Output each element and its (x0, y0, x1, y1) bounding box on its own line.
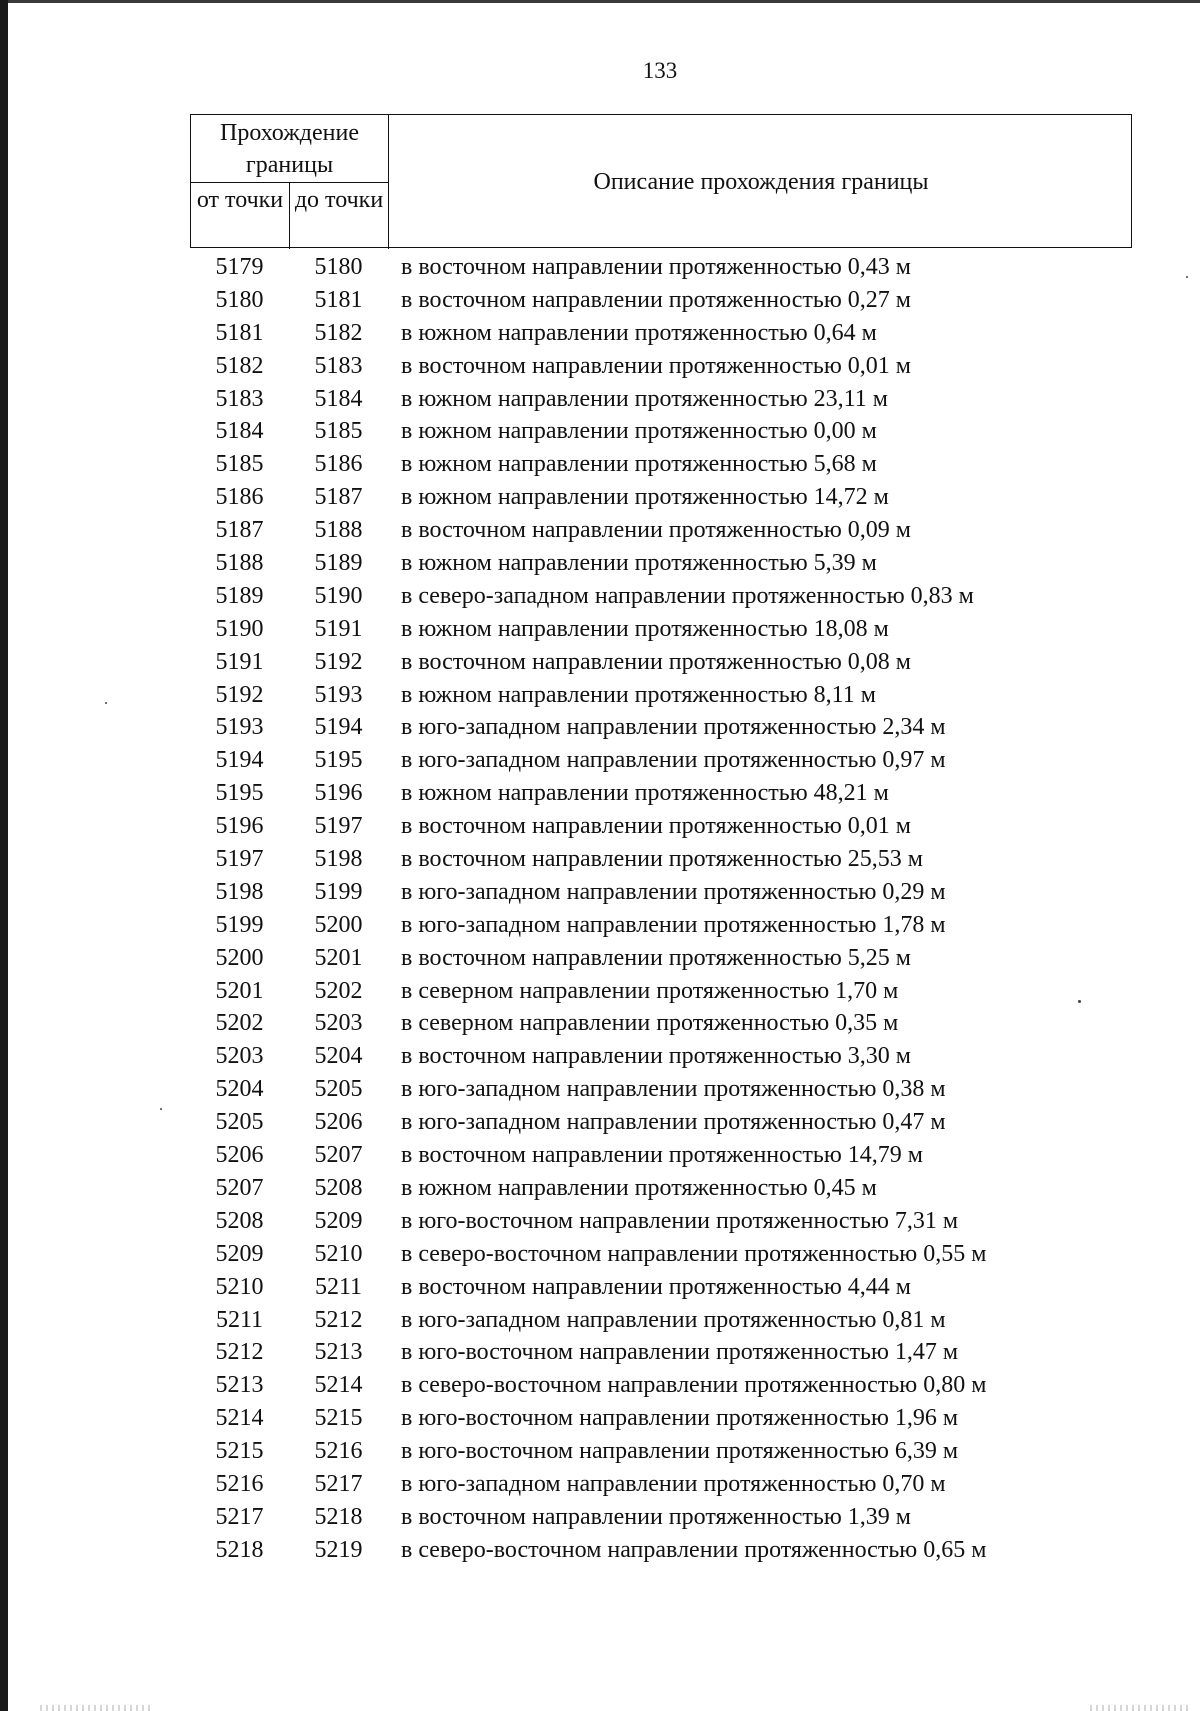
from-point-cell: 5218 (215, 1536, 264, 1563)
scan-edge-top (0, 0, 1200, 3)
to-point-cell: 5198 (314, 846, 363, 873)
from-point-cell: 5217 (215, 1503, 264, 1530)
description-cell: в южном направлении протяженностью 5,68 м (401, 451, 877, 478)
scan-noise-bottom-right (1090, 1705, 1190, 1711)
from-point-cell: 5180 (215, 286, 264, 313)
table-row (190, 448, 1150, 481)
table-row (190, 1106, 1150, 1139)
to-point-cell: 5209 (314, 1207, 363, 1234)
from-point-cell: 5210 (215, 1273, 264, 1300)
from-point-cell: 5216 (215, 1470, 264, 1497)
table-row (190, 1468, 1150, 1501)
description-cell: в восточном направлении протяженностью 4,44 м (401, 1273, 911, 1300)
description-cell: в восточном направлении протяженностью 0,43 м (401, 254, 911, 280)
to-point-cell: 5206 (314, 1109, 363, 1136)
table-row (190, 350, 1150, 383)
table-row (190, 975, 1150, 1008)
from-point-cell: 5204 (215, 1076, 264, 1103)
description-cell: в юго-западном направлении протяженностью 2,34 м (401, 714, 946, 741)
description-cell: в восточном направлении протяженностью 3,30 м (401, 1043, 911, 1070)
description-cell: в восточном направлении протяженностью 0,01 м (401, 352, 911, 379)
from-point-cell: 5182 (215, 352, 264, 379)
from-point-cell: 5208 (215, 1207, 264, 1234)
to-point-cell: 5181 (314, 286, 363, 313)
table-row (190, 1369, 1150, 1402)
description-cell: в северо-восточном направлении протяженностью 0,55 м (401, 1240, 987, 1267)
description-cell: в южном направлении протяженностью 23,11 м (401, 385, 888, 412)
from-point-cell: 5206 (215, 1142, 264, 1169)
to-point-cell: 5187 (314, 484, 363, 511)
from-point-cell: 5209 (215, 1240, 264, 1267)
table-body (190, 251, 1150, 1567)
from-point-cell: 5202 (215, 1010, 264, 1037)
table-row (190, 810, 1150, 843)
description-cell: в юго-западном направлении протяженностью 0,38 м (401, 1076, 946, 1103)
description-cell: в южном направлении протяженностью 8,11 м (401, 681, 876, 708)
from-point-cell: 5190 (215, 615, 264, 642)
to-point-cell: 5195 (314, 747, 363, 774)
description-cell: в восточном направлении протяженностью 0,01 м (401, 813, 911, 840)
from-point-cell: 5212 (215, 1339, 264, 1366)
to-point-cell: 5192 (314, 648, 363, 675)
from-point-cell: 5207 (215, 1174, 264, 1201)
description-cell: в юго-западном направлении протяженностью 0,70 м (401, 1470, 946, 1497)
header-description: Описание прохождения границы (593, 168, 929, 195)
from-point-cell: 5200 (215, 944, 264, 971)
description-cell: в южном направлении протяженностью 14,72 м (401, 484, 889, 511)
description-cell: в юго-восточном направлении протяженностью 1,47 м (401, 1339, 959, 1366)
table-row (190, 646, 1150, 679)
description-cell: в северо-восточном направлении протяженностью 0,65 м (401, 1536, 987, 1563)
from-point-cell: 5188 (215, 550, 264, 577)
table-row (190, 284, 1150, 317)
to-point-cell: 5216 (314, 1438, 363, 1465)
description-cell: в южном направлении протяженностью 18,08 м (401, 615, 889, 642)
scan-speck (105, 702, 107, 704)
from-point-cell: 5215 (215, 1438, 264, 1465)
table-row (190, 383, 1150, 416)
scan-speck (1078, 1000, 1081, 1003)
description-cell: в южном направлении протяженностью 0,00 м (401, 418, 877, 445)
table-row (190, 580, 1150, 613)
to-point-cell: 5184 (314, 385, 363, 412)
to-point-cell: 5204 (314, 1043, 363, 1070)
table-row (190, 1435, 1150, 1468)
from-point-cell: 5211 (215, 1306, 264, 1333)
to-point-cell: 5180 (314, 254, 363, 280)
table-header (190, 114, 1132, 248)
description-cell: в южном направлении протяженностью 0,45 м (401, 1174, 877, 1201)
table-row (190, 1007, 1150, 1040)
to-point-cell: 5193 (314, 681, 363, 708)
from-point-cell: 5179 (215, 254, 264, 280)
table-row (190, 1501, 1150, 1534)
description-cell: в северо-восточном направлении протяженностью 0,80 м (401, 1372, 987, 1399)
description-cell: в восточном направлении протяженностью 14,79 м (401, 1142, 923, 1169)
table-row (190, 744, 1150, 777)
to-point-cell: 5205 (314, 1076, 363, 1103)
from-point-cell: 5183 (215, 385, 264, 412)
from-point-cell: 5196 (215, 813, 264, 840)
from-point-cell: 5185 (215, 451, 264, 478)
from-point-cell: 5214 (215, 1405, 264, 1432)
description-cell: в юго-восточном направлении протяженностью 1,96 м (401, 1405, 959, 1432)
description-cell: в северном направлении протяженностью 1,70 м (401, 977, 899, 1004)
description-cell: в восточном направлении протяженностью 0,09 м (401, 517, 911, 544)
table-row (190, 514, 1150, 547)
to-point-cell: 5201 (314, 944, 363, 971)
from-point-cell: 5186 (215, 484, 264, 511)
from-point-cell: 5197 (215, 846, 264, 873)
to-point-cell: 5190 (314, 582, 363, 609)
table-row (190, 1336, 1150, 1369)
description-cell: в восточном направлении протяженностью 25,53 м (401, 846, 923, 873)
from-point-cell: 5187 (215, 517, 264, 544)
description-cell: в юго-восточном направлении протяженностью 7,31 м (401, 1207, 959, 1234)
table-row (190, 711, 1150, 744)
description-cell: в восточном направлении протяженностью 1,39 м (401, 1503, 911, 1530)
description-cell: в восточном направлении протяженностью 5,25 м (401, 944, 911, 971)
to-point-cell: 5188 (314, 517, 363, 544)
to-point-cell: 5208 (314, 1174, 363, 1201)
to-point-cell: 5207 (314, 1142, 363, 1169)
table-row (190, 1304, 1150, 1337)
description-cell: в южном направлении протяженностью 0,64 м (401, 319, 877, 346)
to-point-cell: 5219 (314, 1536, 363, 1563)
from-point-cell: 5213 (215, 1372, 264, 1399)
table-row (190, 1534, 1150, 1567)
to-point-cell: 5214 (314, 1372, 363, 1399)
table-row (190, 909, 1150, 942)
to-point-cell: 5211 (314, 1273, 363, 1300)
description-cell: в юго-западном направлении протяженностью 0,29 м (401, 878, 946, 905)
header-boundary-passage: Прохождение границы (191, 115, 389, 183)
table-row (190, 317, 1150, 350)
table-row (190, 547, 1150, 580)
from-point-cell: 5192 (215, 681, 264, 708)
description-cell: в южном направлении протяженностью 5,39 м (401, 550, 877, 577)
description-cell: в южном направлении протяженностью 48,21 м (401, 780, 889, 807)
table-row (190, 777, 1150, 810)
from-point-cell: 5193 (215, 714, 264, 741)
scan-speck (1186, 276, 1188, 278)
description-cell: в северном направлении протяженностью 0,35 м (401, 1010, 899, 1037)
from-point-cell: 5195 (215, 780, 264, 807)
table-row (190, 1139, 1150, 1172)
from-point-cell: 5199 (215, 911, 264, 938)
scan-noise-bottom-left (40, 1705, 150, 1711)
to-point-cell: 5212 (314, 1306, 363, 1333)
to-point-cell: 5202 (314, 977, 363, 1004)
table-row (190, 1040, 1150, 1073)
from-point-cell: 5201 (215, 977, 264, 1004)
to-point-cell: 5182 (314, 319, 363, 346)
to-point-cell: 5199 (314, 878, 363, 905)
from-point-cell: 5203 (215, 1043, 264, 1070)
table-row (190, 1205, 1150, 1238)
header-to-point: до точки (290, 183, 389, 249)
to-point-cell: 5215 (314, 1405, 363, 1432)
to-point-cell: 5196 (314, 780, 363, 807)
table-row (190, 1271, 1150, 1304)
to-point-cell: 5203 (314, 1010, 363, 1037)
description-cell: в юго-западном направлении протяженностью 0,97 м (401, 747, 946, 774)
description-cell: в юго-западном направлении протяженностью 0,47 м (401, 1109, 946, 1136)
table-row (190, 843, 1150, 876)
table-row (190, 876, 1150, 909)
from-point-cell: 5191 (215, 648, 264, 675)
scan-edge-left (0, 0, 8, 1711)
to-point-cell: 5189 (314, 550, 363, 577)
table-row (190, 251, 1150, 284)
table-row (190, 1238, 1150, 1271)
table-row (190, 481, 1150, 514)
to-point-cell: 5185 (314, 418, 363, 445)
from-point-cell: 5184 (215, 418, 264, 445)
description-cell: в юго-восточном направлении протяженностью 6,39 м (401, 1438, 959, 1465)
from-point-cell: 5181 (215, 319, 264, 346)
to-point-cell: 5194 (314, 714, 363, 741)
description-cell: в юго-западном направлении протяженностью 0,81 м (401, 1306, 946, 1333)
header-from-point: от точки (191, 183, 290, 249)
to-point-cell: 5217 (314, 1470, 363, 1497)
from-point-cell: 5205 (215, 1109, 264, 1136)
description-cell: в северо-западном направлении протяженностью 0,83 м (401, 582, 974, 609)
from-point-cell: 5194 (215, 747, 264, 774)
table-row (190, 415, 1150, 448)
description-cell: в восточном направлении протяженностью 0,08 м (401, 648, 911, 675)
table-row (190, 1402, 1150, 1435)
to-point-cell: 5200 (314, 911, 363, 938)
description-cell: в восточном направлении протяженностью 0,27 м (401, 286, 911, 313)
to-point-cell: 5218 (314, 1503, 363, 1530)
table-row (190, 942, 1150, 975)
to-point-cell: 5183 (314, 352, 363, 379)
table-row (190, 679, 1150, 712)
to-point-cell: 5186 (314, 451, 363, 478)
from-point-cell: 5198 (215, 878, 264, 905)
table-row (190, 1073, 1150, 1106)
page-number: 133 (642, 58, 678, 83)
table-row (190, 613, 1150, 646)
to-point-cell: 5210 (314, 1240, 363, 1267)
to-point-cell: 5213 (314, 1339, 363, 1366)
description-cell: в юго-западном направлении протяженностью 1,78 м (401, 911, 946, 938)
from-point-cell: 5189 (215, 582, 264, 609)
to-point-cell: 5191 (314, 615, 363, 642)
to-point-cell: 5197 (314, 813, 363, 840)
scan-speck (160, 1108, 162, 1110)
table-row (190, 1172, 1150, 1205)
